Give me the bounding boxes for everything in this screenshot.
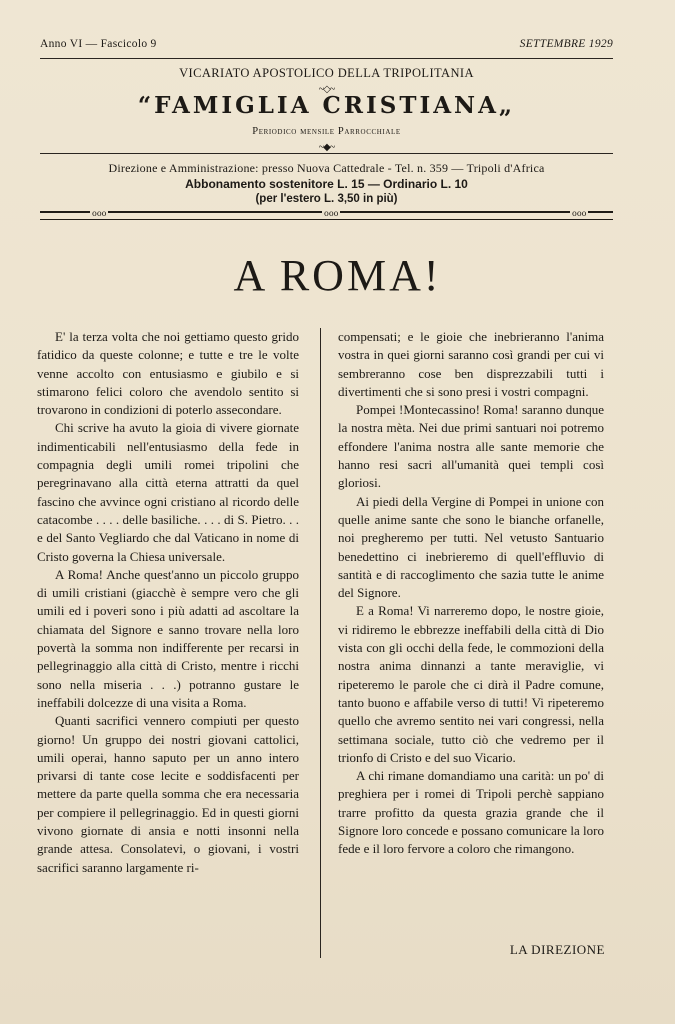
issue-date: SETTEMBRE 1929 (519, 38, 613, 50)
direzione-line: Direzione e Amministrazione: presso Nuova Cattedrale - Tel. n. 359 — Tripoli d'Africa (108, 161, 545, 175)
header-mid-rule (40, 153, 613, 154)
article-paragraph: E a Roma! Vi narreremo dopo, le nostre gioie, vi ridiremo le ebbrezze ineffabili della città di Dio vista con gli occhi della fede, le commozioni della nostra anima dinnanzi a tante meraviglie, vi ripeteremo le parole che ci dirà il Padre comune, tanto buono e affabile verso di tutti! Vi ripeteremo quello che avremo sentito nei vari congressi, nella settimana sociale, tutto ciò che vedremo per il trionfo di Cristo e del suo Vicario. (338, 603, 604, 765)
vicariato-line: VICARIATO APOSTOLICO DELLA TRIPOLITANIA (179, 66, 474, 80)
article-paragraph: E' la terza volta che noi gettiamo questo grido fatidico da queste colonne; e tutte e tre le volte venne accolto con entusiasmo e giubilo e si stimarono felici coloro che avendolo sentito si trovarono in condizioni di poterlo assecondare. (37, 329, 299, 418)
article-headline: A ROMA! (233, 251, 442, 300)
abbonamento-line: Abbonamento sostenitore L. 15 — Ordinario L. 10 (185, 177, 468, 191)
issue-number: Anno VI — Fascicolo 9 (40, 38, 157, 50)
article-column-left (37, 328, 299, 877)
article-paragraph: A chi rimane domandiamo una carità: un po' di preghiera per i romei di Tripoli perchè sappiano trarre profitto da questa grazia grande che il Signore loro concede e possano comunicare la loro fede e il loro fervore a coloro che rimangono. (338, 768, 604, 857)
estero-line: (per l'estero L. 3,50 in più) (255, 193, 398, 205)
rule-ornament: ooo (92, 209, 107, 218)
issue-line (40, 38, 613, 50)
article-paragraph: Chi scrive ha avuto la gioia di vivere giornate indimenticabili nell'entusiasmo della fede in compagnia degli umili romei tripolini che peregrinavano alla città eterna attratti da quel fascino che avvince ogni cristiano al ricordo delle catacombe . . . . delle basiliche. . . . di S. Pietro. . . e del Santo Vegliardo che dal Vaticano in nome di Cristo governa la Chiesa universale. (37, 420, 299, 564)
article-paragraph: compensati; e le gioie che inebrieranno l'anima vostra in quei giorni saranno così grandi per cui vi sembreranno cose ben disprezzabili tutti i divertimenti che si sono presi i vostri compagni. (338, 329, 604, 399)
rule-ornament: ooo (324, 209, 339, 218)
article-paragraph: Pompei !Montecassino! Roma! saranno dunque la nostra mèta. Nei due primi santuari noi potremo effondere l'anima nostra alle sante memorie che hanno resi sacri all'umanità quei templi così gloriosi. (338, 402, 604, 491)
rule-ornament: ooo (572, 209, 587, 218)
article-paragraph: Ai piedi della Vergine di Pompei in unione con quelle anime sante che sono le bianche orfanelle, noi pregheremo per tutti. Nel vetusto Santuario benedettino ci inebrieremo di quell'effluvio di santità e di raccoglimento che sazia tutte le anime del Signore. (338, 493, 604, 601)
header-top-rule (40, 58, 613, 59)
column-divider (320, 328, 321, 958)
article-paragraph: Quanti sacrifici vennero compiuti per questo giorno! Un gruppo dei nostri giovani cattolici, umili operai, hanno saputo per un anno intero privarsi di tante cose lecite e soddisfacenti per mettere da parte quella somma che era necessaria per compiere il pellegrinaggio. Ed in questi giorni vivono giornate di ansia e notti insonni nella grande attesa. Consolatevi, o giovani, i vostri sacrifici saranno largamente ri- (37, 713, 299, 875)
article-signature: LA DIREZIONE (509, 942, 605, 957)
masthead-subtitle: Periodico mensile Parrocchiale (252, 126, 401, 137)
ornament-divider: ~◇~ (318, 84, 335, 95)
article-column-right (338, 328, 604, 859)
ornament-divider: ~◆~ (318, 142, 335, 153)
masthead-title: “FAMIGLIA CRISTIANA„ (137, 92, 516, 119)
article-paragraph: A Roma! Anche quest'anno un piccolo gruppo di umili cristiani (giacchè è sempre vero che gli umili ed i poveri sono i più adatti ad ascoltare la chiamata del Signore e sanno trovare nella loro povertà la somma non indifferente per recarsi in pellegrinaggio alla città di Cristo, mentre i ricchi sono nella miseria . . .) potranno gustare le ineffabili dolcezze di una visita a Roma. (37, 566, 299, 710)
